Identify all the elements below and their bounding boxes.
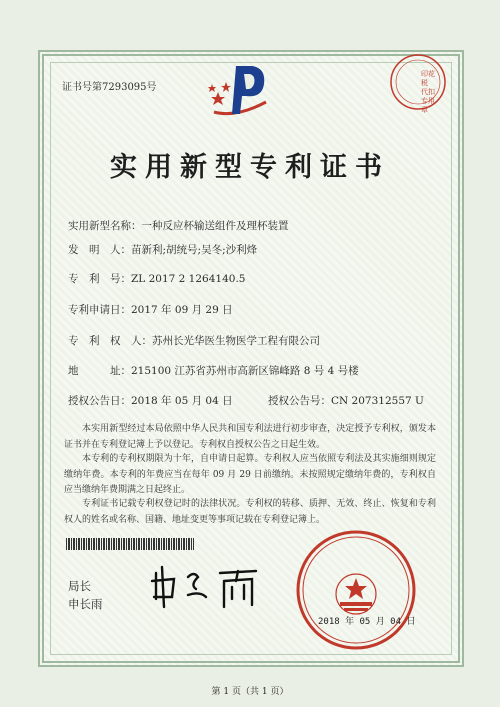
paragraph-1: 本实用新型经过本局依照中华人民共和国专利法进行初步审查，决定授予专利权，颁发本证书并在专利登记簿上予以登记。专利权自授权公告之日起生效。: [64, 424, 436, 450]
director-title: 局长: [68, 579, 91, 593]
director-name: 申长雨: [68, 597, 103, 611]
patent-number-field: 专 利 号：ZL 2017 2 1264140.5: [68, 273, 246, 285]
certificate-title: 实用新型专利证书: [110, 152, 390, 183]
tax-stamp-seal: [388, 52, 448, 112]
patentee-field: 专 利 权 人：苏州长光华医生物医学工程有限公司: [68, 335, 320, 347]
page-indicator: 第 1 页（共 1 页）: [211, 687, 289, 697]
application-date-field: 专利申请日：2017 年 09 月 29 日: [68, 304, 233, 316]
paragraph-3: 专利证书记载专利权登记时的法律状况。专利权的转移、质押、无效、终止、恢复和专利权人的姓名或名称、国籍、地址变更等事项记载在专利登记簿上。: [64, 499, 436, 525]
inventors-field: 发 明 人：苗新利;胡统号;吴冬;沙利烽: [68, 244, 258, 256]
utility-model-name-field: 实用新型名称：一种反应杯输送组件及理杯装置: [68, 220, 289, 232]
paragraph-2: 本专利的专利权期限为十年，自申请日起算。专利权人应当依照专利法及其实施细则规定缴纳年费。本专利的年费应当在每年 09 月 29 日前缴纳。未按照规定缴纳年费的，专利权自应当缴纳年费期满之日起终止。: [64, 454, 436, 495]
stamp-date: 2018 年 05 月 04 日: [318, 617, 416, 627]
official-seal-stamp: [294, 528, 418, 652]
grant-pub-number-field: 授权公告号：CN 207312557 U: [268, 395, 424, 407]
grant-date-field: 授权公告日：2018 年 05 月 04 日: [68, 395, 233, 407]
cnipa-logo-icon: [206, 62, 274, 126]
certificate-number: 证书号第7293095号: [62, 82, 157, 93]
barcode: [66, 538, 194, 550]
director-signature: [148, 563, 268, 613]
address-field: 地 址：215100 江苏省苏州市高新区锦峰路 8 号 4 号楼: [68, 365, 359, 377]
tax-stamp-text: 印花税 代扣专用章: [421, 70, 435, 114]
